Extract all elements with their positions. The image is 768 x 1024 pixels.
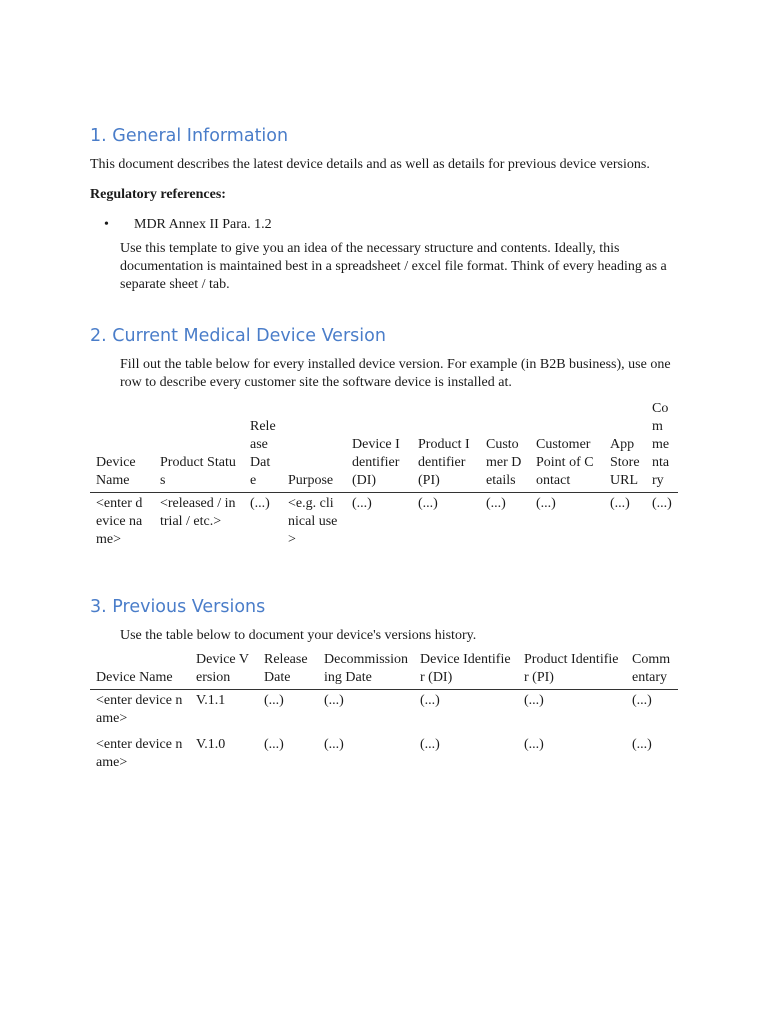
table-cell[interactable]: (...) xyxy=(420,693,440,708)
table-cell[interactable]: (...) xyxy=(632,693,652,708)
table-header-cell: Device Name xyxy=(90,400,154,493)
table-header-cell: Purpose xyxy=(282,400,346,493)
bullet-text: MDR Annex II Para. 1.2 xyxy=(134,217,272,232)
table-header-cell: Product Identifier (PI) xyxy=(518,651,626,690)
table-cell[interactable]: (...) xyxy=(264,693,284,708)
table-cell[interactable]: <enter device name> xyxy=(96,496,143,547)
table-cell[interactable]: (...) xyxy=(420,737,440,752)
table-cell[interactable]: <e.g. clinical use> xyxy=(288,496,338,547)
table-cell[interactable]: (...) xyxy=(524,737,544,752)
section1-heading: 1. General Information xyxy=(90,126,289,146)
table-cell[interactable]: (...) xyxy=(610,496,630,511)
table-cell[interactable]: (...) xyxy=(418,496,438,511)
section1-note: Use this template to give you an idea of the necessary structure and contents. Ideally, this documentation is maintained best in a spreadsheet / excel file format. Think of every heading as a separate sheet / tab. xyxy=(120,241,667,292)
previous-versions-table xyxy=(90,651,678,778)
section2-heading: 2. Current Medical Device Version xyxy=(90,326,386,346)
regulatory-references-label: Regulatory references: xyxy=(90,187,226,202)
bullet-icon: • xyxy=(104,217,109,232)
table-cell[interactable]: (...) xyxy=(652,496,672,511)
table-cell[interactable]: (...) xyxy=(352,496,372,511)
table-header-cell: Decommissioning Date xyxy=(318,651,414,690)
table-cell[interactable]: (...) xyxy=(250,496,270,511)
section3-intro: Use the table below to document your device's versions history. xyxy=(120,628,477,643)
table-header-cell: Product Identifier (PI) xyxy=(412,400,480,493)
table-cell[interactable]: (...) xyxy=(486,496,506,511)
section1-intro: This document describes the latest device details and as well as details for previous device versions. xyxy=(90,157,650,172)
table-cell[interactable]: (...) xyxy=(264,737,284,752)
table-header-cell: App Store URL xyxy=(604,400,646,493)
table-cell[interactable]: (...) xyxy=(632,737,652,752)
table-header-cell: Device Identifier (DI) xyxy=(414,651,518,690)
document-page xyxy=(90,124,680,778)
table-header-cell: Release Date xyxy=(244,400,282,493)
table-row xyxy=(90,493,678,556)
table-cell[interactable]: (...) xyxy=(524,693,544,708)
table-header-cell: Customer Details xyxy=(480,400,530,493)
section3-heading: 3. Previous Versions xyxy=(90,597,266,617)
bullet-item xyxy=(104,216,680,234)
table-header-cell: Commentary xyxy=(626,651,678,690)
table-cell[interactable]: <enter device name> xyxy=(96,737,183,770)
table-header-cell: Commentary xyxy=(646,400,678,493)
table-header-row xyxy=(90,651,678,690)
table-header-cell: Release Date xyxy=(258,651,318,690)
table-cell[interactable]: V.1.0 xyxy=(196,737,226,752)
table-header-cell: Device Name xyxy=(90,651,190,690)
table-cell[interactable]: (...) xyxy=(536,496,556,511)
table-header-row xyxy=(90,400,678,493)
table-header-cell: Device Identifier (DI) xyxy=(346,400,412,493)
table-header-cell: Product Status xyxy=(154,400,244,493)
table-row xyxy=(90,690,678,735)
table-cell[interactable]: <released / in trial / etc.> xyxy=(160,496,236,529)
current-version-table xyxy=(90,400,678,555)
table-header-cell: Customer Point of Contact xyxy=(530,400,604,493)
table-cell[interactable]: <enter device name> xyxy=(96,693,183,726)
table-row xyxy=(90,734,678,778)
table-header-cell: Device Version xyxy=(190,651,258,690)
table-cell[interactable]: V.1.1 xyxy=(196,693,226,708)
table-cell[interactable]: (...) xyxy=(324,737,344,752)
table-cell[interactable]: (...) xyxy=(324,693,344,708)
section2-intro: Fill out the table below for every installed device version. For example (in B2B business), use one row to describe every customer site the software device is installed at. xyxy=(120,357,671,390)
